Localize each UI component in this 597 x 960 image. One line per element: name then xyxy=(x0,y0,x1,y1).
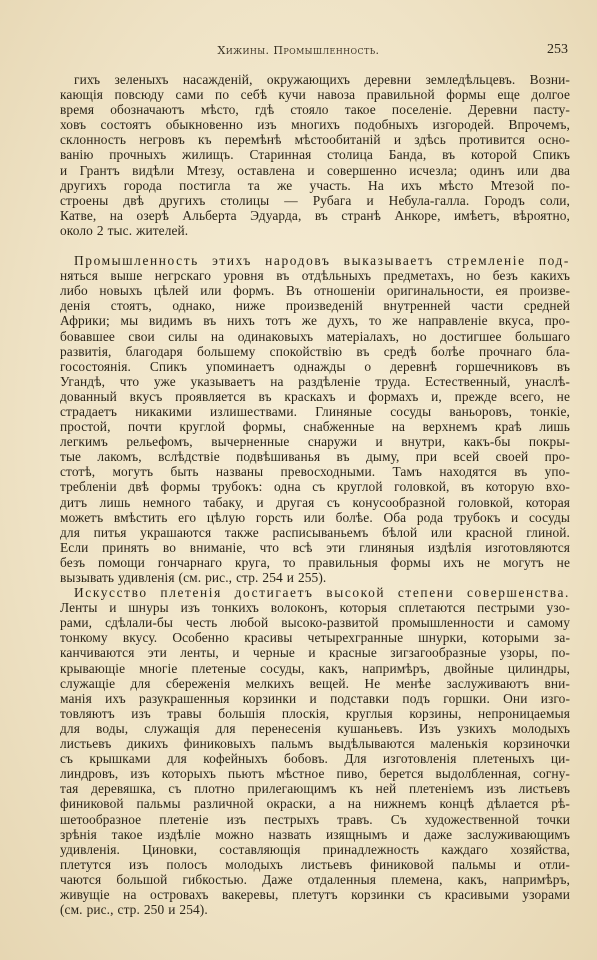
text-line: чаются большой гибкостью. Даже отдаленныя племена, какъ, напримѣръ, xyxy=(60,871,570,887)
text-line: требленіи двѣ формы трубокъ: одна съ круглой головкой, въ которую вхо- xyxy=(60,479,570,495)
text-line: удивленія. Циновки, составляющія принадлежность каждаго хозяйства, xyxy=(60,841,570,857)
paragraph xyxy=(60,585,570,917)
text-line: можетъ вмѣстить его цѣлую горсть или болѣе. Оба рода трубокъ и сосуды xyxy=(60,509,570,525)
text-line: легкимъ рельефомъ, вычерненные снаружи и внутри, какъ-бы покры- xyxy=(60,434,570,450)
text-line: служащіе для сбереженія мелкихъ вещей. Не менѣе заслуживаютъ вни- xyxy=(60,675,570,691)
text-line: бовавшее свои силы на одинаковыхъ матеріалахъ, но достигшее большаго xyxy=(60,328,570,344)
text-line: дитъ лишь немного табаку, и другая съ конусообразной головкой, которая xyxy=(60,494,570,510)
text-line: развитія, благодаря большему спокойствію въ средѣ болѣе прочнаго бла- xyxy=(60,343,570,359)
paragraph xyxy=(60,72,570,238)
body-text xyxy=(60,72,570,917)
text-line: канчиваются эти ленты, и черные и красные зигзагообразные узоры, по- xyxy=(60,645,570,661)
text-line: около 2 тыс. жителей. xyxy=(60,222,189,238)
text-line: стотѣ, могутъ быть названы превосходными. Тамъ находятся въ упо- xyxy=(60,464,570,480)
text-line: для воды, служащія для перенесенія кушаньевъ. Изъ узкихъ молодыхъ xyxy=(60,720,570,736)
text-line: склонность негровъ къ перемѣнѣ мѣстообитаній и здѣсь противится осно- xyxy=(60,132,570,148)
text-line: строены двѣ другихъ столицы — Рубага и Небула-галла. Городъ соли, xyxy=(60,192,570,208)
text-line: Промышленность этихъ народовъ выказываетъ стремленіе под- xyxy=(74,253,570,269)
text-line: госостоянія. Спикъ упоминаетъ однажды о деревнѣ горшечниковъ въ xyxy=(60,358,570,374)
running-head xyxy=(0,44,597,64)
text-line: безъ помощи гончарнаго круга, то правильныя формы ихъ не могутъ не xyxy=(60,554,570,570)
text-line: ванію прочныхъ жилищъ. Старинная столица Банда, въ которой Спикъ xyxy=(60,147,570,163)
text-line: Если принять во вниманіе, что всѣ эти глиняныя издѣлія изготовляются xyxy=(60,539,570,555)
text-line: гихъ зеленыхъ насажденій, окружающихъ деревни земледѣльцевъ. Возни- xyxy=(74,72,570,87)
text-line: живущіе на островахъ вакеревы, плетутъ корзинки съ красивыми узорами xyxy=(60,886,570,902)
text-line: вызывать удивленія (см. рис., стр. 254 и 255). xyxy=(60,570,327,585)
text-line: кающія повсюду сами по себѣ кучи навоза правильной формы еще долгое xyxy=(60,87,570,103)
text-line: крывающіе многіе плетеные сосуды, какъ, напримѣръ, двойные цилиндры, xyxy=(60,660,570,676)
text-line: манія ихъ разукрашенныя корзинки и подставки подъ горшки. Они изго- xyxy=(60,690,570,706)
paragraph-gap xyxy=(60,238,570,253)
text-line: рами, сдѣлали-бы честь любой высоко-развитой промышленности и самому xyxy=(60,615,570,631)
text-line: няться выше негрскаго уровня въ отдѣльныхъ предметахъ, но безъ какихъ xyxy=(60,268,570,284)
text-line: Искусство плетенія достигаетъ высокой степени совершенства. xyxy=(74,585,570,601)
page-number: 253 xyxy=(547,42,568,57)
text-line: Угандѣ, что уже указываетъ на раздѣленіе труда. Естественный, унаслѣ- xyxy=(60,373,570,389)
text-line: финиковой пальмы различной окраски, а на нижнемъ концѣ дѣлается рѣ- xyxy=(60,796,570,812)
text-line: (см. рис., стр. 250 и 254). xyxy=(60,902,208,918)
text-line: плетутся изъ полосъ молодыхъ листьевъ финиковой пальмы и отли- xyxy=(60,856,570,872)
text-line: тая деревяшка, съ плотно прилегающимъ къ ней плетеніемъ изъ листьевъ xyxy=(60,781,570,797)
text-line: листьевъ дикихъ финиковыхъ пальмъ выдѣлываются маленькія корзиночки xyxy=(60,736,570,752)
text-line: страдаетъ никакими излишествами. Глиняные сосуды ваньоровъ, тонкіе, xyxy=(60,403,570,419)
text-line: для питья украшаются также расписываньемъ бѣлой или красной глиной. xyxy=(60,524,570,540)
text-line: Катве, на озерѣ Альберта Эдуарда, въ странѣ Анкоре, имѣетъ, вѣроятно, xyxy=(60,207,570,223)
paragraph xyxy=(60,253,570,585)
text-line: и Грантъ видѣли Мтезу, оставлена и совершенно исчезла; одинъ или два xyxy=(60,162,570,178)
text-line: время обозначаютъ мѣсто, гдѣ стояло такое поселеніе. Деревни пасту- xyxy=(60,102,570,118)
text-line: товляютъ изъ травы большія плоскія, круглыя корзины, непроницаемыя xyxy=(60,705,570,721)
text-line: простой, почти круглой формы, снабженные на верхнемъ краѣ лишь xyxy=(60,419,570,435)
text-line: тые лакомъ, вслѣдствіе подвѣшиванья въ дыму, при всей своей про- xyxy=(60,449,570,465)
text-line: шетообразное плетеніе изъ пестрыхъ травъ. Съ художественной точки xyxy=(60,811,570,827)
text-line: дованный вкусъ проявляется въ краскахъ и формахъ и, прежде всего, не xyxy=(60,388,570,404)
text-line: зрѣнія такое издѣліе можно назвать изящнымъ и даже заслуживающимъ xyxy=(60,826,570,842)
text-line: линдровъ, изъ которыхъ пьютъ мѣстное пиво, берется выдолбленная, согну- xyxy=(60,766,570,782)
text-line: денія стоятъ, однако, ниже произведеній внутренней части средней xyxy=(60,298,570,314)
text-line: либо новыхъ цѣлей или формъ. Въ отношеніи оригинальности, ея произве- xyxy=(60,283,570,299)
text-line: Ленты и шнуры изъ тонкихъ волоконъ, которыя сплетаются пестрыми узо- xyxy=(60,600,570,616)
text-line: ховъ состоятъ обыкновенно изъ многихъ подобныхъ изгородей. Впрочемъ, xyxy=(60,117,570,133)
text-line: Африки; мы видимъ въ нихъ тотъ же духъ, то же направленіе вкуса, про- xyxy=(60,313,570,329)
text-line: съ крышками для кофейныхъ бобовъ. Для изготовленія плетеныхъ ци- xyxy=(60,751,570,767)
text-line: другихъ города постигла та же участь. На ихъ мѣсто Мтезой по- xyxy=(60,177,570,193)
text-line: тонкому вкусу. Особенно красивы четырехгранные шнурки, которыми за- xyxy=(60,630,570,646)
running-title: Хижины. Промышленность. xyxy=(217,44,380,57)
